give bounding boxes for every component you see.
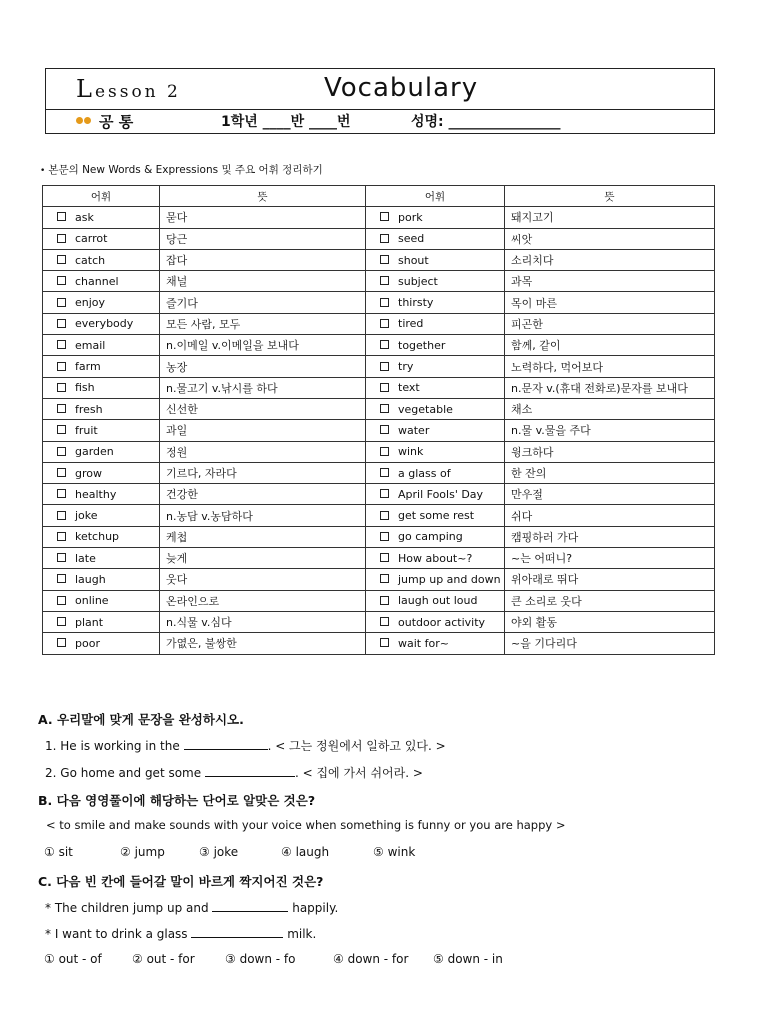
vocab-word-cell [43, 398, 160, 419]
vocab-word-cell [43, 548, 160, 569]
checkbox-icon[interactable] [380, 574, 389, 583]
checkbox-icon[interactable] [57, 234, 66, 243]
vocabulary-table-body [43, 207, 715, 654]
vocab-word: late [75, 551, 96, 565]
checkbox-icon[interactable] [57, 425, 66, 434]
checkbox-icon[interactable] [57, 553, 66, 562]
vocab-word: outdoor activity [398, 615, 486, 629]
vocab-word-cell [43, 611, 160, 632]
vocab-word: wink [398, 445, 424, 459]
vocab-word: grow [75, 466, 102, 480]
section-c-title: C. 다음 빈 칸에 들어갈 말이 바르게 짝지어진 것은? [38, 874, 324, 889]
vocab-word: enjoy [75, 296, 106, 310]
table-row [43, 207, 715, 228]
lesson-label: Lesson 2 [76, 75, 181, 103]
vocab-meaning: 모든 사람, 모두 [160, 313, 366, 334]
vocab-word: garden [75, 445, 114, 459]
vocab-word-cell [366, 462, 505, 483]
vocab-meaning: 과목 [505, 271, 715, 292]
checkbox-icon[interactable] [57, 617, 66, 626]
checkbox-icon[interactable] [380, 553, 389, 562]
vocab-meaning: 즐기다 [160, 292, 366, 313]
vocab-word-cell [43, 505, 160, 526]
vocab-word: How about~? [398, 551, 473, 565]
vocab-meaning: 당근 [160, 228, 366, 249]
choice-option[interactable]: ③ joke [199, 845, 239, 859]
checkbox-icon[interactable] [380, 255, 389, 264]
vocab-meaning: 가엾은, 불쌍한 [160, 633, 366, 654]
vocab-word: everybody [75, 317, 134, 331]
vocab-meaning: n.농담 v.농담하다 [160, 505, 366, 526]
choice-option[interactable]: ② jump [120, 845, 165, 859]
table-row [43, 228, 715, 249]
vocab-meaning: 노력하다, 먹어보다 [505, 356, 715, 377]
checkbox-icon[interactable] [380, 404, 389, 413]
header-bottom-row [46, 109, 714, 133]
choice-option[interactable]: ④ down - for [333, 952, 409, 966]
vocab-word-cell [366, 377, 505, 398]
grade-class-number-field[interactable]: 1학년 ____반 ____번 [221, 114, 351, 130]
checkbox-icon[interactable] [57, 340, 66, 349]
vocab-word-cell [43, 356, 160, 377]
vocab-word: go camping [398, 530, 463, 544]
vocab-meaning: 한 잔의 [505, 462, 715, 483]
vocab-meaning: ~는 어떠니? [505, 548, 715, 569]
table-row [43, 398, 715, 419]
vocab-word-cell [366, 207, 505, 228]
vocab-word: laugh out loud [398, 594, 478, 608]
vocab-word-cell [366, 335, 505, 356]
vocab-word-cell [43, 484, 160, 505]
vocab-meaning: 만우절 [505, 484, 715, 505]
vocab-meaning: 캠핑하러 가다 [505, 526, 715, 547]
vocab-meaning: n.문자 v.(휴대 전화로)문자를 보내다 [505, 377, 715, 398]
column-header-word: 어휘 [43, 186, 160, 207]
checkbox-icon[interactable] [380, 617, 389, 626]
vocab-meaning: 함께, 같이 [505, 335, 715, 356]
vocab-word: ask [75, 210, 94, 224]
checkbox-icon[interactable] [57, 447, 66, 456]
checkbox-icon[interactable] [380, 511, 389, 520]
vocab-word: carrot [75, 232, 108, 246]
choice-option[interactable]: ⑤ down - in [433, 952, 503, 966]
page-title: Vocabulary [324, 73, 479, 103]
table-row [43, 420, 715, 441]
vocab-word: try [398, 360, 414, 374]
vocab-word-cell [43, 420, 160, 441]
choice-option[interactable]: ① sit [44, 845, 73, 859]
checkbox-icon[interactable] [380, 298, 389, 307]
checkbox-icon[interactable] [57, 255, 66, 264]
vocab-word-cell [366, 548, 505, 569]
vocab-word-cell [43, 249, 160, 270]
section-a-question-2: 2. Go home and get some . < 집에 가서 쉬어라. > [45, 766, 423, 780]
column-header-meaning: 뜻 [160, 186, 366, 207]
checkbox-icon[interactable] [57, 212, 66, 221]
vocab-meaning: 목이 마른 [505, 292, 715, 313]
choice-option[interactable]: ③ down - fo [225, 952, 296, 966]
vocab-meaning: 묻다 [160, 207, 366, 228]
vocab-word: fruit [75, 423, 98, 437]
choice-option[interactable]: ① out - of [44, 952, 102, 966]
vocab-word-cell [366, 249, 505, 270]
vocab-word-cell [43, 292, 160, 313]
vocab-word: joke [75, 509, 98, 523]
header-top-row [46, 69, 714, 110]
table-row [43, 313, 715, 334]
vocab-word-cell [366, 313, 505, 334]
vocab-word-cell [366, 484, 505, 505]
table-row [43, 484, 715, 505]
vocab-word: fish [75, 381, 95, 395]
vocab-word: tired [398, 317, 424, 331]
vocab-meaning: 씨앗 [505, 228, 715, 249]
vocab-meaning: n.물 v.물을 주다 [505, 420, 715, 441]
vocab-meaning: 큰 소리로 웃다 [505, 590, 715, 611]
vocab-word: shout [398, 253, 429, 267]
category-label: 공 통 [99, 113, 134, 131]
table-row [43, 462, 715, 483]
table-row [43, 335, 715, 356]
vocab-meaning: 농장 [160, 356, 366, 377]
vocab-meaning: 위아래로 뛰다 [505, 569, 715, 590]
bullet-dots-icon [76, 117, 96, 125]
instruction-text: • 본문의 New Words & Expressions 및 주요 어휘 정리하기 [40, 164, 323, 176]
section-b-title: B. 다음 영영풀이에 해당하는 단어로 알맞은 것은? [38, 793, 316, 808]
bullet-icon: • [40, 166, 46, 176]
column-header-word: 어휘 [366, 186, 505, 207]
vocab-word-cell [43, 228, 160, 249]
table-row [43, 569, 715, 590]
checkbox-icon[interactable] [57, 596, 66, 605]
vocab-word-cell [43, 569, 160, 590]
vocab-word-cell [366, 569, 505, 590]
checkbox-icon[interactable] [57, 362, 66, 371]
vocab-word-cell [366, 228, 505, 249]
checkbox-icon[interactable] [380, 276, 389, 285]
answer-blank[interactable] [191, 925, 283, 938]
choice-option[interactable]: ② out - for [132, 952, 195, 966]
checkbox-icon[interactable] [380, 234, 389, 243]
vocab-word: plant [75, 615, 104, 629]
vocab-word: a glass of [398, 466, 451, 480]
name-field[interactable]: 성명: ________________ [411, 114, 561, 130]
vocab-word: April Fools' Day [398, 487, 484, 501]
vocab-word-cell [43, 462, 160, 483]
vocab-word-cell [43, 207, 160, 228]
vocab-word-cell [366, 441, 505, 462]
table-row [43, 590, 715, 611]
vocab-meaning: 야외 활동 [505, 611, 715, 632]
section-b-choices [44, 845, 443, 859]
checkbox-icon[interactable] [57, 468, 66, 477]
table-header-row [43, 186, 715, 207]
section-a-question-1: 1. He is working in the . < 그는 정원에서 일하고 있다. > [45, 739, 446, 753]
vocab-word-cell [43, 271, 160, 292]
vocab-word: online [75, 594, 109, 608]
vocab-word-cell [366, 420, 505, 441]
checkbox-icon[interactable] [380, 532, 389, 541]
section-c-sentence-2: * I want to drink a glass milk. [45, 927, 317, 941]
checkbox-icon[interactable] [57, 511, 66, 520]
vocab-word: healthy [75, 487, 117, 501]
vocab-word-cell [43, 441, 160, 462]
vocab-meaning: 늦게 [160, 548, 366, 569]
vocab-meaning: 웃다 [160, 569, 366, 590]
vocab-meaning: 피곤한 [505, 313, 715, 334]
vocab-meaning: 소리치다 [505, 249, 715, 270]
vocab-word-cell [366, 271, 505, 292]
vocab-meaning: 온라인으로 [160, 590, 366, 611]
vocab-word: email [75, 338, 106, 352]
vocab-word: catch [75, 253, 106, 267]
checkbox-icon[interactable] [380, 489, 389, 498]
table-row [43, 356, 715, 377]
vocab-word-cell [366, 398, 505, 419]
vocab-meaning: n.이메일 v.이메일을 보내다 [160, 335, 366, 356]
checkbox-icon[interactable] [380, 319, 389, 328]
vocab-word: poor [75, 636, 100, 650]
vocab-word: seed [398, 232, 425, 246]
checkbox-icon[interactable] [380, 596, 389, 605]
vocab-word-cell [366, 505, 505, 526]
vocab-word-cell [366, 611, 505, 632]
vocab-word: jump up and down [398, 572, 501, 586]
vocab-word-cell [43, 335, 160, 356]
vocab-word: laugh [75, 572, 106, 586]
vocab-word: text [398, 381, 420, 395]
checkbox-icon[interactable] [380, 383, 389, 392]
checkbox-icon[interactable] [57, 276, 66, 285]
vocab-word-cell [43, 633, 160, 654]
checkbox-icon[interactable] [380, 425, 389, 434]
vocab-word-cell [366, 633, 505, 654]
vocab-word-cell [43, 313, 160, 334]
vocab-meaning: 건강한 [160, 484, 366, 505]
checkbox-icon[interactable] [57, 404, 66, 413]
table-row [43, 249, 715, 270]
vocab-word: pork [398, 210, 423, 224]
choice-option[interactable]: ⑤ wink [373, 845, 416, 859]
section-c-sentence-1: * The children jump up and happily. [45, 901, 339, 915]
section-a-title: A. 우리말에 맞게 문장을 완성하시오. [38, 712, 244, 727]
vocab-meaning: 돼지고기 [505, 207, 715, 228]
vocab-word: subject [398, 274, 438, 288]
checkbox-icon[interactable] [380, 362, 389, 371]
table-row [43, 633, 715, 654]
checkbox-icon[interactable] [380, 212, 389, 221]
table-row [43, 441, 715, 462]
vocab-meaning: 신선한 [160, 398, 366, 419]
table-row [43, 611, 715, 632]
answer-blank[interactable] [212, 899, 288, 912]
vocab-word: together [398, 338, 446, 352]
vocab-word: vegetable [398, 402, 453, 416]
vocab-word-cell [43, 377, 160, 398]
vocab-word: ketchup [75, 530, 120, 544]
section-c-choices [44, 952, 523, 966]
vocab-word: wait for~ [398, 636, 449, 650]
vocab-meaning: 과일 [160, 420, 366, 441]
vocab-meaning: 채소 [505, 398, 715, 419]
section-b-definition: < to smile and make sounds with your voice when something is funny or you are happy > [46, 818, 566, 832]
checkbox-icon[interactable] [380, 638, 389, 647]
vocab-meaning: 잡다 [160, 249, 366, 270]
vocab-word: farm [75, 360, 101, 374]
checkbox-icon[interactable] [57, 489, 66, 498]
vocab-word-cell [366, 356, 505, 377]
checkbox-icon[interactable] [57, 383, 66, 392]
vocab-word: thirsty [398, 296, 434, 310]
table-row [43, 271, 715, 292]
checkbox-icon[interactable] [380, 340, 389, 349]
vocab-meaning: 정원 [160, 441, 366, 462]
choice-option[interactable]: ④ laugh [281, 845, 330, 859]
vocab-word-cell [366, 526, 505, 547]
column-header-meaning: 뜻 [505, 186, 715, 207]
checkbox-icon[interactable] [57, 298, 66, 307]
table-row [43, 526, 715, 547]
checkbox-icon[interactable] [57, 638, 66, 647]
table-row [43, 548, 715, 569]
vocab-word-cell [366, 292, 505, 313]
checkbox-icon[interactable] [380, 468, 389, 477]
vocab-meaning: n.식물 v.심다 [160, 611, 366, 632]
vocab-word: fresh [75, 402, 103, 416]
vocab-word: water [398, 423, 430, 437]
checkbox-icon[interactable] [57, 574, 66, 583]
checkbox-icon[interactable] [380, 447, 389, 456]
vocab-meaning: 윙크하다 [505, 441, 715, 462]
checkbox-icon[interactable] [57, 319, 66, 328]
checkbox-icon[interactable] [57, 532, 66, 541]
vocab-meaning: 쉬다 [505, 505, 715, 526]
vocab-meaning: 케첩 [160, 526, 366, 547]
vocab-word: get some rest [398, 509, 475, 523]
table-row [43, 292, 715, 313]
answer-blank[interactable] [184, 737, 268, 750]
vocab-word-cell [43, 590, 160, 611]
vocab-meaning: n.물고기 v.낚시를 하다 [160, 377, 366, 398]
header-box [45, 68, 715, 134]
vocab-word-cell [366, 590, 505, 611]
vocab-meaning: ~을 기다리다 [505, 633, 715, 654]
table-row [43, 505, 715, 526]
vocab-meaning: 기르다, 자라다 [160, 462, 366, 483]
vocab-meaning: 채널 [160, 271, 366, 292]
vocab-word: channel [75, 274, 119, 288]
vocabulary-table [42, 185, 715, 655]
table-row [43, 377, 715, 398]
answer-blank[interactable] [205, 764, 295, 777]
vocab-word-cell [43, 526, 160, 547]
